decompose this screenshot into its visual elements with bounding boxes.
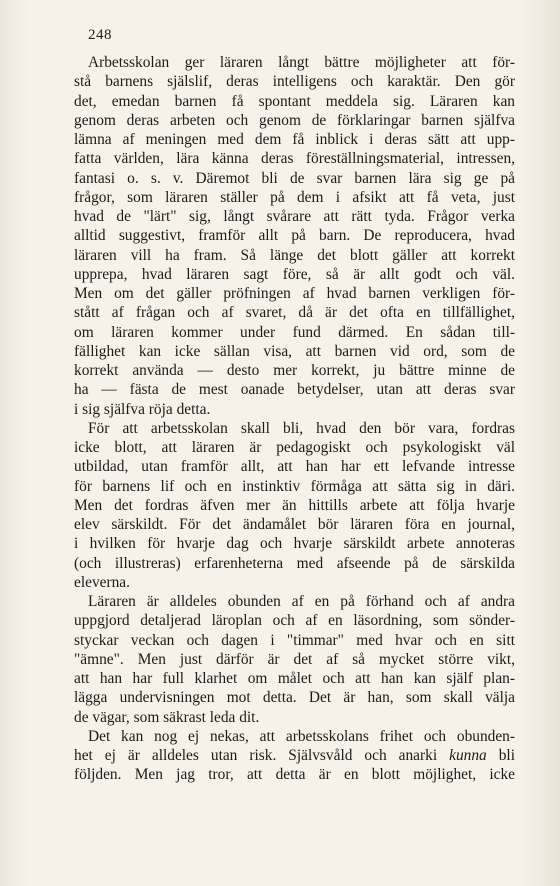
text-line-content: het ej är alldeles utan risk. Självsvåld och anarki (74, 747, 438, 764)
text-line (74, 515, 515, 534)
text-line-content: att han har full klarhet om målet och att han kan själf plan- (74, 670, 515, 687)
text-line-content: lägga undervisningen mot detta. Det är han, som skall välja (74, 689, 515, 707)
text-line-content: icke blott, att läraren är pedagogiskt och psykologiskt väl (74, 439, 515, 456)
text-line (74, 323, 515, 342)
text-line (74, 188, 515, 207)
text-line (74, 111, 515, 130)
text-line-content: alltid suggestivt, framför allt på barn. De reproducera, hvad (74, 227, 515, 245)
text-line-content: Men det fordras äfven mer än hittills arbete att följa hvarje (74, 496, 515, 514)
text-line (74, 303, 515, 322)
text-line-content: Arbetsskolan ger läraren långt bättre möjligheter att för- (88, 54, 515, 71)
text-line (74, 342, 515, 361)
text-line (74, 746, 515, 765)
text-line-content: om läraren kommer under fund därmed. En sådan till- (74, 323, 515, 341)
text-line-content: följden. Men jag tror, att detta är en blott möjlighet, icke (74, 766, 515, 784)
text-line (74, 496, 515, 515)
text-line (74, 534, 515, 553)
text-line-content: För att arbetsskolan skall bli, hvad den bör vara, fordras (88, 419, 515, 437)
text-line (74, 92, 515, 111)
text-line (74, 149, 515, 168)
text-line-content: läraren vill ha fram. Så länge det blott gäller att korrekt (74, 246, 515, 264)
text-line-tail: bli (498, 747, 515, 764)
page-number: 248 (88, 27, 112, 43)
text-line-content: (och illustreras) erfarenheterna med afseende på de särskilda (74, 554, 515, 572)
text-line (74, 708, 515, 727)
text-line-content: "ämne". Men just därför är det af så mycket större vikt, (74, 650, 515, 668)
text-line (74, 573, 515, 592)
text-line (74, 226, 515, 245)
text-line (74, 554, 515, 573)
text-line-content: upprepa, hvad läraren sagt före, så är allt godt och väl. (74, 265, 515, 283)
text-line-content: hvad de "lärt" sig, långt svårare att rätt tyda. Frågor verka (74, 208, 515, 225)
text-line-content: genom deras arbeten och genom de förklaringar barnen själfva (74, 111, 515, 129)
text-line-content: i sig själfva röja detta. (74, 400, 211, 418)
text-line-content: uppgjord detaljerad läroplan och af en läsordning, som sönder- (74, 612, 515, 630)
text-line (74, 611, 515, 630)
text-line-content: stått af frågan och af svaret, då är det ofta en tillfällighet, (74, 304, 515, 322)
text-line (74, 361, 515, 380)
text-line (74, 477, 515, 496)
text-line (74, 130, 515, 149)
text-line-content: de vägar, som säkrast leda dit. (74, 708, 260, 726)
text-line (74, 631, 515, 650)
text-line (74, 246, 515, 265)
text-line (74, 207, 515, 226)
text-line-content: utbildad, utan framför allt, att han har ett lefvande intresse (74, 458, 515, 476)
text-line (74, 727, 515, 746)
text-line-content: korrekt använda — desto mer korrekt, ju bättre minne de (74, 362, 515, 379)
text-line (74, 669, 515, 688)
text-line-content: fällighet kan icke sällan visa, att barnen vid ord, som de (74, 342, 515, 360)
text-line (74, 284, 515, 303)
text-line-content: frågor, som läraren ställer på dem i afsikt att få veta, just (74, 188, 515, 206)
text-line (74, 419, 515, 438)
text-line (74, 400, 515, 419)
text-line (74, 650, 515, 669)
emphasized-word: kunna (449, 747, 487, 764)
text-line-content: Det kan nog ej nekas, att arbetsskolans frihet och obunden- (88, 727, 515, 745)
text-line (74, 688, 515, 707)
text-line-content: fatta världen, lära känna deras föreställningsmaterial, intressen, (74, 150, 515, 168)
text-line-content: styckar veckan och dagen i "timmar" med hvar och en sitt (74, 631, 515, 649)
text-line (74, 592, 515, 611)
text-line (74, 380, 515, 399)
text-line-content: Läraren är alldeles obunden af en på förhand och af andra (88, 593, 515, 610)
text-line (74, 53, 515, 72)
text-line (74, 457, 515, 476)
text-line-content: ha — fästa de mest oanade betydelser, utan att deras svar (74, 381, 515, 399)
body-text (74, 53, 515, 785)
text-line (74, 72, 515, 91)
text-line-content: för barnens lif och en instinktiv förmåga att sätta sig in däri. (74, 477, 515, 495)
text-line-content: i hvilken för hvarje dag och hvarje särskildt arbete annoteras (74, 535, 515, 553)
text-line-content: elev särskildt. För det ändamålet bör läraren föra en journal, (74, 516, 515, 533)
text-line (74, 438, 515, 457)
text-line-content: eleverna. (74, 573, 130, 591)
text-line-content: Men om det gäller pröfningen af hvad barnen verkligen för- (74, 285, 515, 302)
text-line (74, 169, 515, 188)
text-line-content: fantasi o. s. v. Däremot bli de svar barnen lära sig ge på (74, 169, 515, 187)
text-line-content: det, emedan barnen få spontant meddela sig. Läraren kan (74, 92, 515, 110)
text-line (74, 265, 515, 284)
text-line-content: stå barnens själslif, deras intelligens och karaktär. Den gör (74, 73, 515, 91)
text-line (74, 765, 515, 784)
text-line-content: lämna af meningen med dem få inblick i deras sätt att upp- (74, 131, 515, 148)
